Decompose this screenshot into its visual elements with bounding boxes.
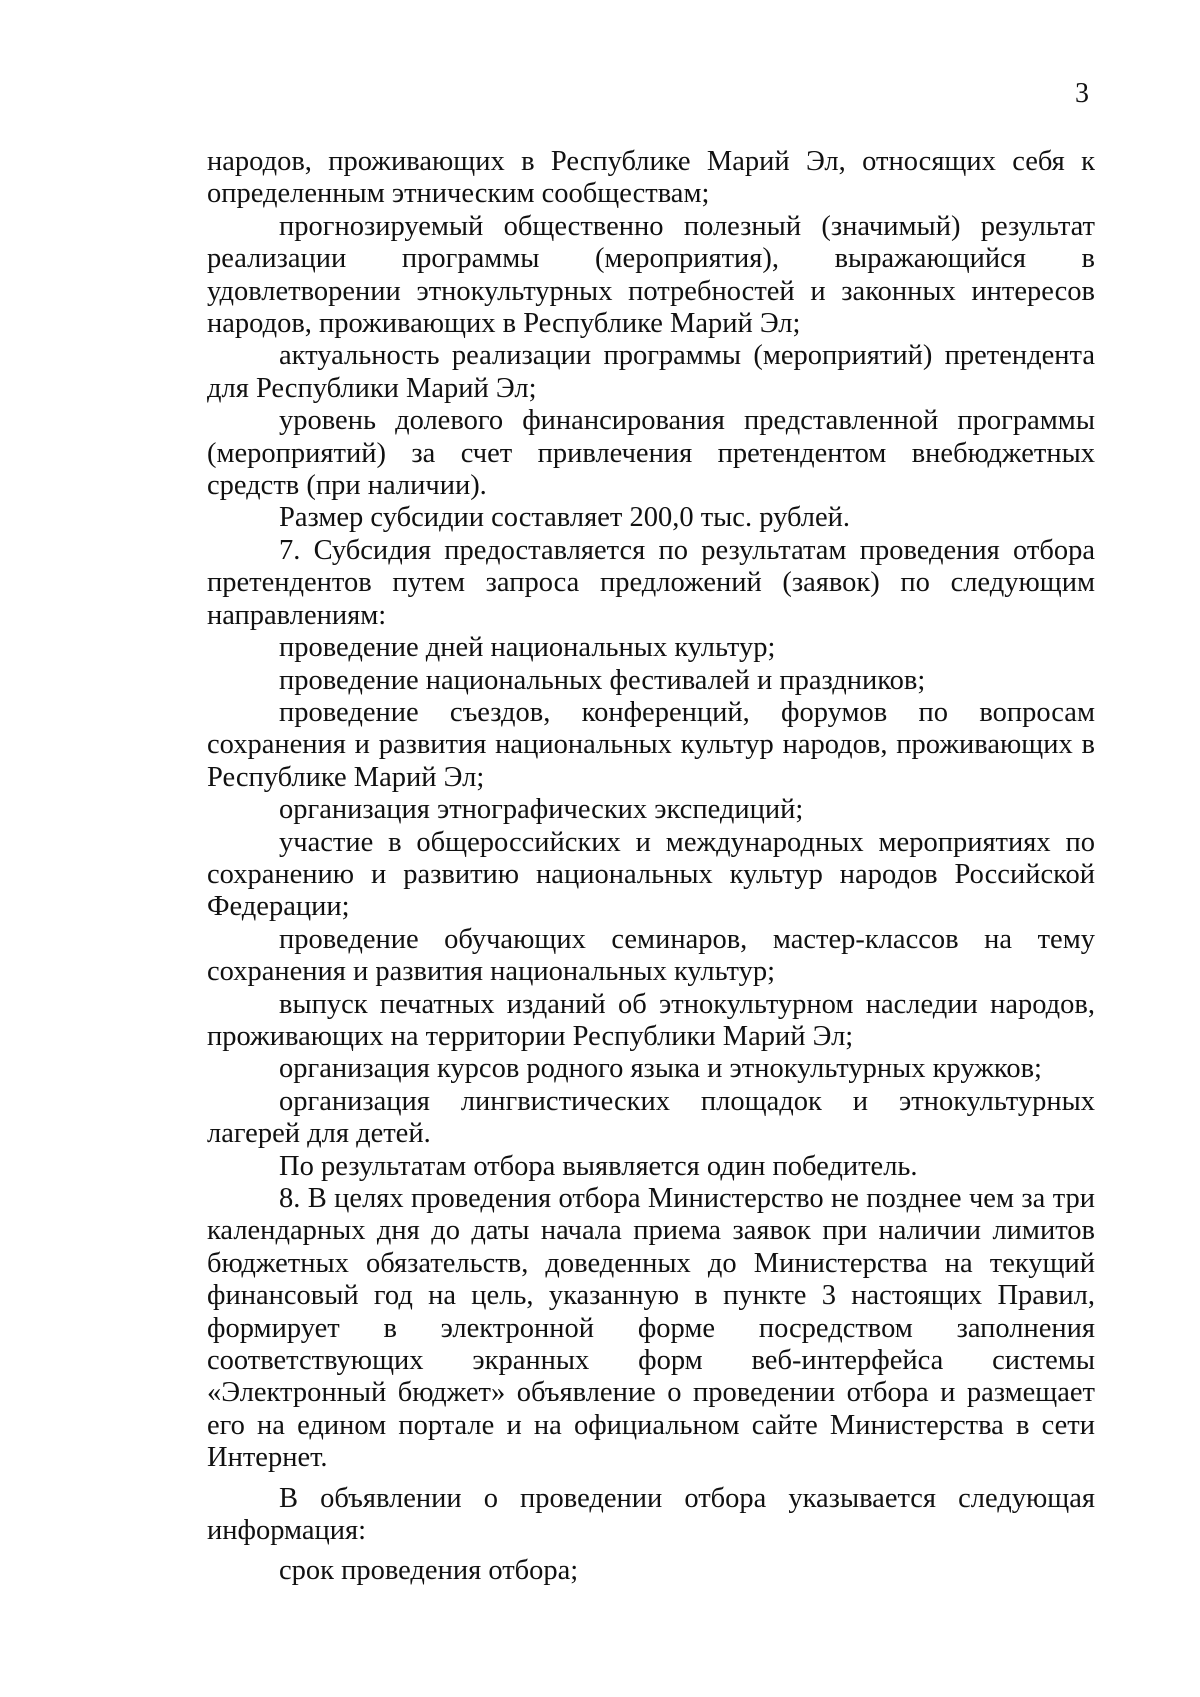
paragraph-4: уровень долевого финансирования представленной программы (мероприятий) за счет привлечения претендентом внебюджетных средств (при наличии). bbox=[207, 405, 1095, 502]
paragraph-18: В объявлении о проведении отбора указывается следующая информация: bbox=[207, 1482, 1095, 1547]
paragraph-9: проведение съездов, конференций, форумов по вопросам сохранения и развития национальных культур народов, проживающих в Республике Марий Эл; bbox=[207, 696, 1095, 793]
paragraph-11: участие в общероссийских и международных мероприятиях по сохранению и развитию национальных культур народов Российской Федерации; bbox=[207, 826, 1095, 923]
paragraph-7: проведение дней национальных культур; bbox=[279, 632, 776, 664]
paragraph-12: проведение обучающих семинаров, мастер-классов на тему сохранения и развития национальных культур; bbox=[207, 923, 1095, 988]
paragraph-10: организация этнографических экспедиций; bbox=[279, 794, 804, 826]
paragraph-14: организация курсов родного языка и этнокультурных кружков; bbox=[279, 1053, 1042, 1085]
paragraph-2: прогнозируемый общественно полезный (значимый) результат реализации программы (мероприятия), выражающийся в удовлетворении этнокультурных потребностей и законных интересов народов, проживающих в Республике Марий Эл; bbox=[207, 210, 1095, 340]
paragraph-15: организация лингвистических площадок и этнокультурных лагерей для детей. bbox=[207, 1085, 1095, 1150]
paragraph-13: выпуск печатных изданий об этнокультурном наследии народов, проживающих на территории Республики Марий Эл; bbox=[207, 988, 1095, 1052]
document-body bbox=[207, 146, 1095, 1588]
paragraph-6: 7. Субсидия предоставляется по результатам проведения отбора претендентов путем запроса предложений (заявок) по следующим направлениям: bbox=[207, 534, 1095, 631]
paragraph-16: По результатам отбора выявляется один победитель. bbox=[279, 1150, 918, 1182]
paragraph-17: 8. В целях проведения отбора Министерство не позднее чем за три календарных дня до даты начала приема заявок при наличии лимитов бюджетных обязательств, доведенных до Министерства на текущий финансовый год на цель, указанную в пункте 3 настоящих Правил, формирует в электронной форме посредством заполнения соответствующих экранных форм веб-интерфейса системы «Электронный бюджет» объявление о проведении отбора и размещает его на едином портале и на официальном сайте Министерства в сети Интернет. bbox=[207, 1183, 1095, 1474]
paragraph-19: срок проведения отбора; bbox=[279, 1555, 579, 1587]
paragraph-5: Размер субсидии составляет 200,0 тыс. рублей. bbox=[279, 502, 850, 534]
paragraph-3: актуальность реализации программы (мероприятий) претендента для Республики Марий Эл; bbox=[207, 340, 1095, 404]
paragraph-1: народов, проживающих в Республике Марий Эл, относящих себя к определенным этническим сообществам; bbox=[207, 146, 1095, 210]
page-number: 3 bbox=[1075, 78, 1089, 109]
paragraph-8: проведение национальных фестивалей и праздников; bbox=[279, 664, 926, 696]
